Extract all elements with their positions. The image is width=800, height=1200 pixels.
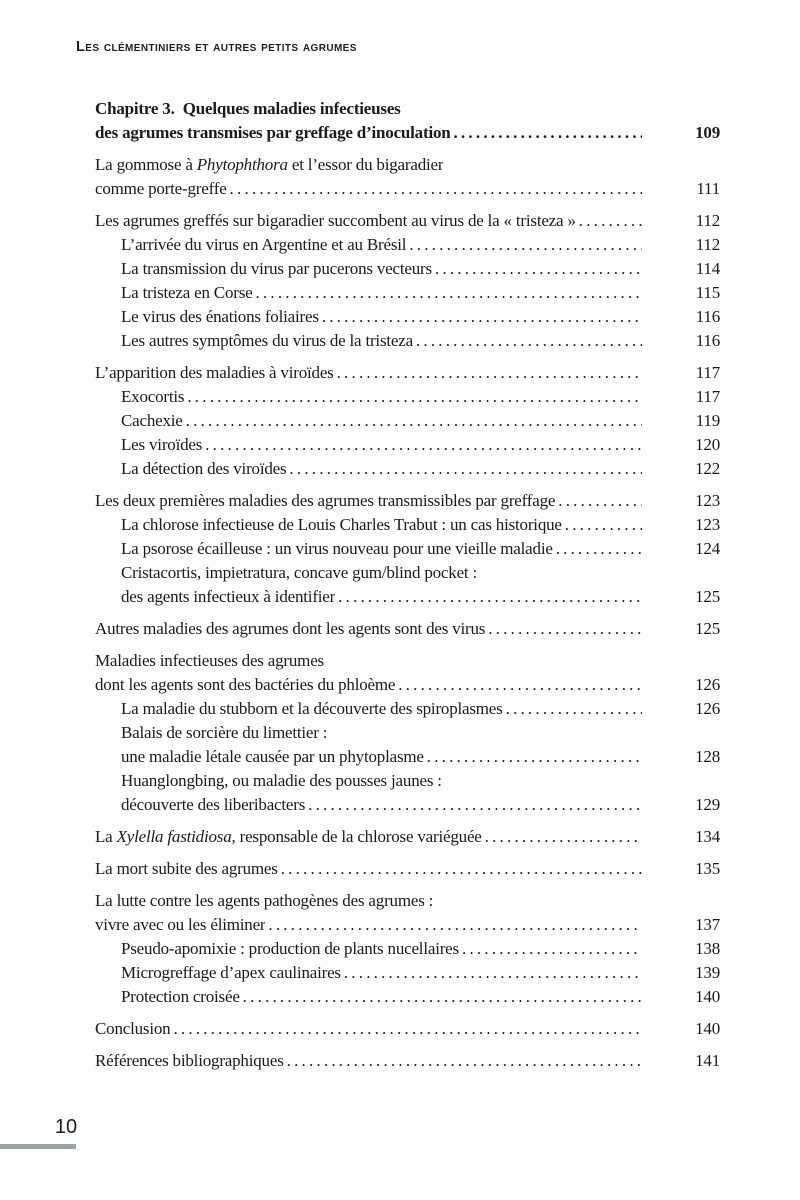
dot-leader (459, 937, 642, 961)
toc-line (95, 673, 720, 697)
toc-entry-title (95, 889, 433, 913)
toc-page-number: 134 (695, 827, 720, 846)
toc-title-segment: La mort subite des agrumes (95, 859, 278, 878)
toc-title-segment: et l’essor du bigaradier (287, 155, 444, 174)
toc-line (121, 561, 720, 585)
toc-entry-title (95, 153, 443, 177)
dot-leader (555, 489, 642, 513)
toc-page-number: 138 (695, 939, 720, 958)
dot-leader (413, 329, 642, 353)
toc-entry-title (95, 825, 482, 849)
toc-line (121, 457, 720, 481)
toc-entry-title (95, 121, 451, 145)
toc-entry-title (121, 769, 442, 793)
toc-title-segment: Les deux premières maladies des agrumes transmissibles par greffage (95, 491, 556, 510)
dot-leader (319, 305, 642, 329)
toc-entry (95, 385, 720, 409)
toc-page-number: 135 (695, 859, 720, 878)
toc-line (121, 961, 720, 985)
toc-line (95, 153, 720, 177)
toc-entry-title (95, 209, 576, 233)
toc-page-number: 124 (695, 539, 720, 558)
dot-leader (503, 697, 642, 721)
toc-entry-title (95, 1017, 170, 1041)
toc-line (95, 889, 720, 913)
toc-entry (95, 561, 720, 609)
toc-entry-title (121, 697, 503, 721)
toc-entry (95, 537, 720, 561)
toc-page-number: 139 (695, 963, 720, 982)
dot-leader (278, 857, 642, 881)
toc-entry (95, 409, 720, 433)
toc-entry-title (121, 513, 562, 537)
dot-leader (482, 825, 642, 849)
toc-line (121, 745, 720, 769)
toc-entry-title (121, 793, 305, 817)
toc-title-segment: une maladie létale causée par un phytoplasme (121, 747, 424, 766)
toc-entry-title (121, 585, 335, 609)
toc-title-segment: des agents infectieux à identifier (121, 587, 336, 606)
toc-title-segment: La transmission du virus par pucerons vecteurs (121, 259, 432, 278)
toc-entry (95, 961, 720, 985)
toc-line (121, 585, 720, 609)
toc-line (121, 329, 720, 353)
toc-page-number: 117 (695, 363, 720, 382)
toc-page-number: 112 (695, 235, 720, 254)
toc-title-segment: La tristeza en Corse (121, 283, 253, 302)
toc-page-number: 116 (695, 331, 720, 350)
toc-entry (95, 305, 720, 329)
toc-title-segment: Huanglongbing, ou maladie des pousses jaunes : (121, 771, 442, 790)
dot-leader (451, 121, 642, 145)
toc-line (121, 409, 720, 433)
toc-title-italic-segment: Xylella fastidiosa (116, 827, 232, 846)
toc-title-segment: Références bibliographiques (95, 1051, 284, 1070)
toc-entry-title (121, 385, 184, 409)
toc-entry-title (95, 177, 227, 201)
toc-page-number: 123 (695, 515, 720, 534)
dot-leader (424, 745, 642, 769)
toc-title-segment: Chapitre 3. Quelques maladies infectieuses (95, 99, 401, 118)
toc-line (95, 121, 720, 145)
toc-page-number: 125 (695, 587, 720, 606)
toc-entry-title (121, 745, 424, 769)
toc-entry (95, 433, 720, 457)
toc-page-number: 126 (695, 699, 720, 718)
dot-leader (170, 1017, 642, 1041)
toc-entry (95, 985, 720, 1009)
toc-title-segment: vivre avec ou les éliminer (95, 915, 266, 934)
toc-entry-title (121, 985, 240, 1009)
toc-title-segment: Conclusion (95, 1019, 171, 1038)
toc-title-segment: Les agrumes greffés sur bigaradier succombent au virus de la « tristeza » (95, 211, 576, 230)
toc-title-segment: Le virus des énations foliaires (121, 307, 319, 326)
toc-entry (95, 857, 720, 881)
toc-page-number: 125 (695, 619, 720, 638)
toc-page-number: 141 (695, 1051, 720, 1070)
toc-entry (95, 209, 720, 233)
toc-entry-title (95, 1049, 284, 1073)
toc-line (121, 937, 720, 961)
toc-entry-title (121, 305, 319, 329)
toc-title-segment: Cachexie (121, 411, 183, 430)
toc-title-segment: La maladie du stubborn et la découverte des spiroplasmes (121, 699, 503, 718)
toc-entry (95, 281, 720, 305)
toc-page-number: 128 (695, 747, 720, 766)
toc-entry-title (121, 961, 341, 985)
toc-page-number: 111 (696, 179, 720, 198)
toc-entry-title (121, 937, 459, 961)
toc-entry (95, 489, 720, 513)
table-of-contents (95, 97, 720, 1073)
toc-entry-title (95, 913, 265, 937)
toc-entry (95, 97, 720, 145)
toc-line (121, 305, 720, 329)
toc-entry (95, 617, 720, 641)
toc-page-number: 119 (695, 411, 720, 430)
toc-line (121, 537, 720, 561)
dot-leader (395, 673, 642, 697)
toc-entry-title (95, 673, 395, 697)
dot-leader (286, 457, 642, 481)
toc-line (95, 177, 720, 201)
dot-leader (202, 433, 642, 457)
toc-entry-title (95, 97, 401, 121)
dot-leader (284, 1049, 642, 1073)
toc-entry-title (95, 617, 485, 641)
toc-line (95, 649, 720, 673)
toc-entry (95, 257, 720, 281)
running-header: Les clémentiniers et autres petits agrumes (76, 39, 357, 55)
toc-title-segment: Autres maladies des agrumes dont les agents sont des virus (95, 619, 486, 638)
toc-line (121, 721, 720, 745)
toc-entry-title (95, 489, 555, 513)
toc-entry (95, 769, 720, 817)
toc-title-italic-segment: Phytophthora (196, 155, 288, 174)
toc-line (121, 793, 720, 817)
toc-title-segment: Cristacortis, impietratura, concave gum/blind pocket : (121, 563, 478, 582)
toc-entry-title (121, 329, 413, 353)
toc-title-segment: L’arrivée du virus en Argentine et au Brésil (121, 235, 407, 254)
toc-line (95, 1017, 720, 1041)
toc-title-segment: Protection croisée (121, 987, 240, 1006)
toc-title-segment: La chlorose infectieuse de Louis Charles Trabut : un cas historique (121, 515, 562, 534)
toc-title-segment: La psorose écailleuse : un virus nouveau pour une vieille maladie (121, 539, 553, 558)
toc-entry-title (121, 457, 286, 481)
toc-entry (95, 937, 720, 961)
toc-line (95, 825, 720, 849)
toc-title-segment: Pseudo-apomixie : production de plants nucellaires (121, 939, 459, 958)
toc-title-segment: Microgreffage d’apex caulinaires (121, 963, 341, 982)
toc-entry (95, 649, 720, 697)
toc-line (95, 209, 720, 233)
toc-entry-title (121, 433, 202, 457)
toc-line (121, 513, 720, 537)
toc-entry-title (121, 561, 477, 585)
toc-line (121, 233, 720, 257)
toc-entry-title (121, 281, 252, 305)
toc-line (121, 985, 720, 1009)
toc-entry (95, 153, 720, 201)
toc-line (121, 257, 720, 281)
dot-leader (335, 585, 642, 609)
toc-line (95, 617, 720, 641)
toc-title-segment: découverte des liberibacters (121, 795, 306, 814)
toc-title-segment: des agrumes transmises par greffage d’inoculation (95, 123, 451, 142)
toc-entry-title (121, 409, 183, 433)
dot-leader (341, 961, 642, 985)
toc-entry (95, 1049, 720, 1073)
footer-rule (0, 1144, 76, 1149)
dot-leader (334, 361, 642, 385)
toc-title-segment: La détection des viroïdes (121, 459, 287, 478)
dot-leader (305, 793, 642, 817)
toc-line (95, 489, 720, 513)
toc-line (95, 361, 720, 385)
toc-entry (95, 889, 720, 937)
toc-line (121, 697, 720, 721)
toc-page-number: 109 (695, 123, 720, 142)
toc-entry-title (121, 537, 553, 561)
toc-title-segment: Balais de sorcière du limettier : (121, 723, 328, 742)
toc-page-number: 115 (695, 283, 720, 302)
toc-title-segment: comme porte-greffe (95, 179, 227, 198)
toc-entry-title (95, 361, 334, 385)
toc-title-segment: L’apparition des maladies à viroïdes (95, 363, 334, 382)
toc-page-number: 137 (695, 915, 720, 934)
toc-line (121, 281, 720, 305)
dot-leader (240, 985, 642, 1009)
toc-entry-title (95, 857, 278, 881)
toc-title-segment: La (95, 827, 117, 846)
toc-title-segment: Les autres symptômes du virus de la tristeza (121, 331, 413, 350)
toc-entry (95, 1017, 720, 1041)
toc-line (95, 97, 720, 121)
toc-title-segment: La gommose à (95, 155, 197, 174)
toc-title-segment: Les viroïdes (121, 435, 203, 454)
dot-leader (553, 537, 642, 561)
toc-entry-title (121, 257, 432, 281)
page-number: 10 (54, 1116, 78, 1138)
toc-page-number: 114 (695, 259, 720, 278)
toc-entry (95, 457, 720, 481)
dot-leader (265, 913, 642, 937)
toc-page-number: 117 (695, 387, 720, 406)
toc-page-number: 112 (695, 211, 720, 230)
dot-leader (562, 513, 642, 537)
toc-page-number: 123 (695, 491, 720, 510)
toc-entry (95, 825, 720, 849)
toc-line (121, 769, 720, 793)
toc-entry (95, 513, 720, 537)
toc-page-number: 120 (695, 435, 720, 454)
dot-leader (183, 409, 642, 433)
toc-page-number: 122 (695, 459, 720, 478)
toc-entry (95, 361, 720, 385)
toc-entry (95, 697, 720, 721)
toc-title-segment: , responsable de la chlorose variéguée (231, 827, 482, 846)
toc-title-segment: dont les agents sont des bactéries du phloème (95, 675, 396, 694)
dot-leader (406, 233, 642, 257)
toc-line (121, 385, 720, 409)
toc-entry-title (121, 721, 327, 745)
toc-title-segment: Maladies infectieuses des agrumes (95, 651, 324, 670)
toc-line (95, 857, 720, 881)
dot-leader (485, 617, 642, 641)
toc-page-number: 140 (695, 1019, 720, 1038)
dot-leader (252, 281, 642, 305)
toc-entry (95, 233, 720, 257)
dot-leader (432, 257, 642, 281)
dot-leader (227, 177, 642, 201)
toc-line (95, 1049, 720, 1073)
toc-page-number: 129 (695, 795, 720, 814)
toc-entry (95, 721, 720, 769)
toc-line (121, 433, 720, 457)
dot-leader (576, 209, 642, 233)
toc-line (95, 913, 720, 937)
toc-entry-title (121, 233, 406, 257)
toc-title-segment: La lutte contre les agents pathogènes des agrumes : (95, 891, 434, 910)
dot-leader (184, 385, 642, 409)
toc-entry-title (95, 649, 324, 673)
toc-page-number: 116 (695, 307, 720, 326)
toc-entry (95, 329, 720, 353)
toc-page-number: 140 (695, 987, 720, 1006)
toc-title-segment: Exocortis (121, 387, 185, 406)
toc-page-number: 126 (695, 675, 720, 694)
